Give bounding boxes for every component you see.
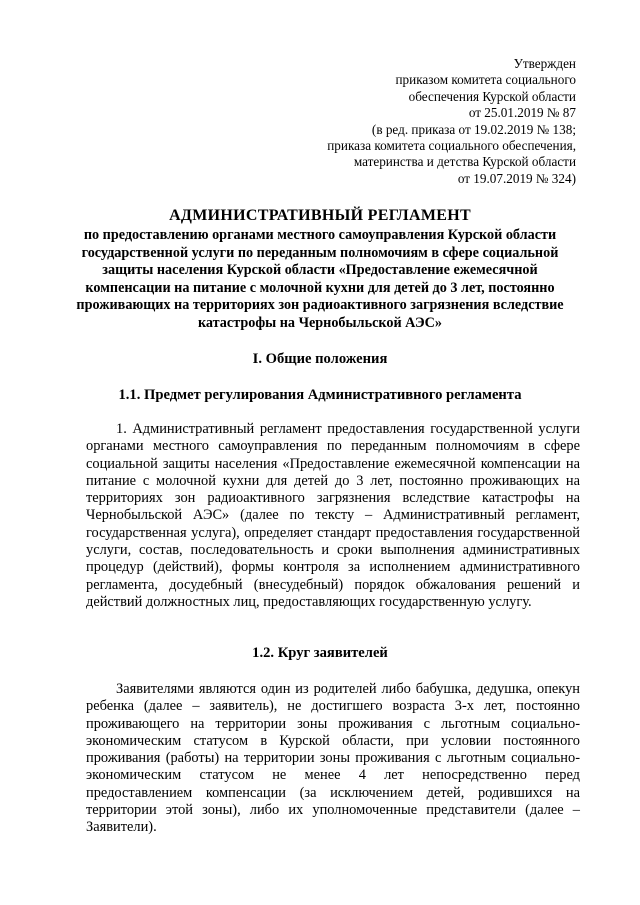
approval-line: от 19.07.2019 № 324)	[457, 170, 576, 186]
approval-line: материнства и детства Курской области	[353, 154, 576, 170]
document-subtitle: по предоставлению органами местного самоуправления Курской области государственной услуги по переданным полномочиям в сфере социальной защиты населения Курской области «Предоставление ежемесячной компенсации на питание с молочной кухни для детей до 3 лет, постоянно проживающих на территориях зон радиоактивного загрязнения вследствие катастрофы на Чернобыльской АЭС»	[76, 227, 564, 331]
paragraph-applicants: Заявителями являются один из родителей либо бабушка, дедушка, опекун ребенка (далее – заявитель), не достигшего возраста 3-х лет, постоянно проживающего на территории зоны проживания с льготным социально-экономическим статусом в Курской области, при условии постоянного проживания (работы) на территории зоны проживания с льготным социально-экономическим статусом не менее 4 лет непосредственно перед предоставлением компенсации (за исключением детей, родившихся на территории этой зоны), либо их уполномоченные представители (далее – Заявители).	[86, 681, 580, 836]
subsection-heading-applicants: 1.2. Круг заявителей	[252, 645, 388, 661]
document-title: АДМИНИСТРАТИВНЫЙ РЕГЛАМЕНТ	[169, 207, 471, 224]
subsection-heading-subject: 1.1. Предмет регулирования Административного регламента	[118, 387, 522, 403]
approval-line: от 25.01.2019 № 87	[468, 105, 576, 121]
approval-line: приказом комитета социального	[395, 72, 576, 88]
approval-stamp-block	[327, 56, 576, 187]
approval-line: обеспечения Курской области	[408, 88, 576, 104]
approval-line: (в ред. приказа от 19.02.2019 № 138;	[371, 121, 576, 137]
title-block	[60, 206, 580, 333]
section-heading-general: I. Общие положения	[252, 351, 388, 367]
approval-line: приказа комитета социального обеспечения,	[327, 138, 576, 154]
approval-line: Утвержден	[513, 56, 576, 71]
paragraph-subject: 1. Административный регламент предоставления государственной услуги органами местного самоуправления по переданным полномочиям в сфере социальной защиты населения «Предоставление ежемесячной компенсации на питание с молочной кухни для детей до 3 лет, постоянно проживающих на территориях зон радиоактивного загрязнения вследствие катастрофы на Чернобыльской АЭС» (далее по тексту – Административный регламент, государственная услуга), определяет стандарт предоставления государственной услуги, состав, последовательность и сроки выполнения административных процедур (действий), формы контроля за исполнением административного регламента, досудебный (внесудебный) порядок обжалования решений и действий должностных лиц, предоставляющих государственную услугу.	[86, 421, 580, 610]
